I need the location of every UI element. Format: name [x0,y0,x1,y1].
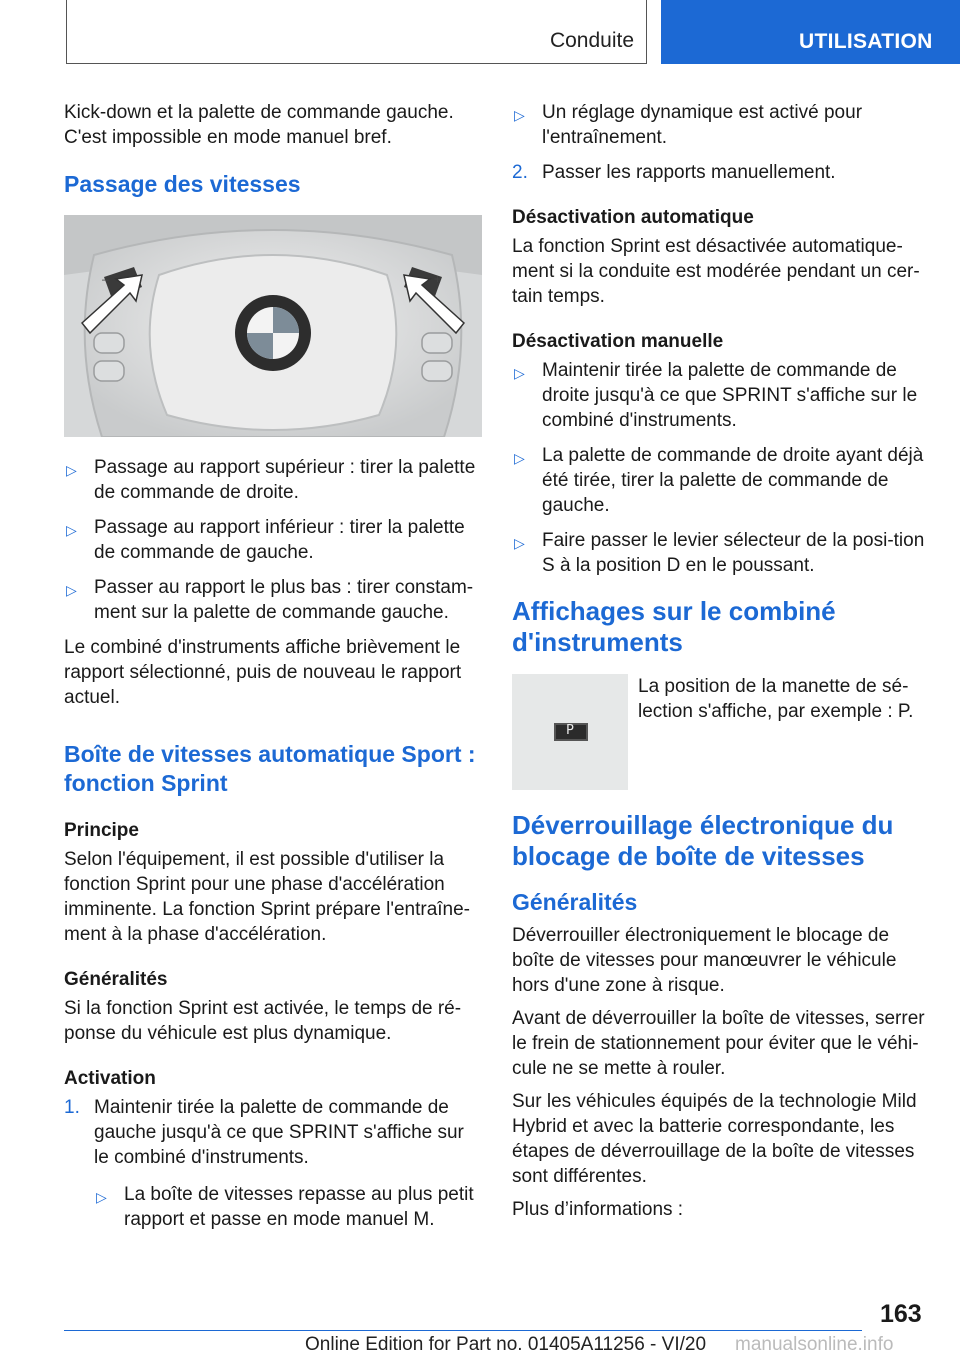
triangle-bullet-icon: ▷ [66,582,77,598]
heading-affichages: Affichages sur le combiné d'instruments [512,596,836,657]
passage-note: Le combiné d'instruments affiche brièvement le rapport sélectionné, puis de nouveau le rapport actuel. [64,637,462,708]
steering-wheel-illustration [64,215,482,437]
triangle-bullet-icon: ▷ [514,450,525,466]
header-section-title: Conduite [549,29,634,52]
desactivation-auto-paragraph: La fonction Sprint est désactivée automatique-ment si la conduite est modérée pendant un cer-tain temps. [512,236,920,307]
list-item: 2. Passer les rapports manuellement. [512,162,836,183]
step-number: 2. [512,162,528,183]
left-column [64,100,482,1242]
heading-sprint: Boîte de vitesses automatique Sport : fonction Sprint [64,741,476,796]
principe-paragraph: Selon l'équipement, il est possible d'utiliser la fonction Sprint pour une phase d'accélération imminente. La fonction Sprint prépare l'entraîne-ment à la phase d'accélération. [64,849,471,945]
heading-passage-vitesses: Passage des vitesses [64,171,301,197]
heading-desactivation-auto: Désactivation automatique [512,207,754,228]
list-item: ▷ La boîte de vitesses repasse au plus petit rapport et passe en mode manuel M. [96,1184,474,1230]
list-item: ▷ La palette de commande de droite ayant déjà été tirée, tirer la palette de commande de gauche. [514,445,924,516]
paddle-plus-label: + [434,272,442,286]
step-number: 1. [64,1097,80,1118]
heading-generalites: Généralités [64,969,168,990]
header-chapter-tab [661,0,960,64]
heading-desactivation-manuelle: Désactivation manuelle [512,331,724,352]
park-indicator-icon: P [554,723,588,741]
footer-edition: Online Edition for Part no. 01405A11256 - VI/20 [305,1334,707,1355]
passage-list [64,455,482,625]
triangle-bullet-icon: ▷ [514,107,525,123]
triangle-bullet-icon: ▷ [514,365,525,381]
deverrouillage-paragraph-1: Déverrouiller électroniquement le blocage de boîte de vitesses pour manœuvrer le véhicule hors d'une zone à risque. [512,925,897,996]
right-column [512,100,928,1234]
deverrouillage-paragraph-3: Sur les véhicules équipés de la technologie Mild Hybrid et avec la batterie correspondante, les étapes de déverrouillage de la boîte de vitesses sont différentes. [512,1091,917,1187]
triangle-bullet-icon: ▷ [66,462,77,478]
header-chapter-title: UTILISATION [799,30,933,53]
intro-paragraph: Kick-down et la palette de commande gauche. C'est impossible en mode manuel bref. [64,102,454,148]
triangle-bullet-icon: ▷ [66,522,77,538]
list-item: ▷ Faire passer le levier sélecteur de la posi-tion S à la position D en le poussant. [514,530,925,576]
affichages-text: La position de la manette de sé-lection s'affiche, par exemple : P. [638,676,914,722]
heading-deverrouillage-generalites: Généralités [512,889,638,915]
footer-divider [64,1330,862,1331]
list-item: 1. Maintenir tirée la palette de commande de gauche jusqu'à ce que SPRINT s'affiche sur le combiné d'instruments. ▷ La boîte de vitesses repasse au plus petit rapport et passe en mode manuel M. [64,1095,482,1232]
deverrouillage-paragraph-2: Avant de déverrouiller la boîte de vitesses, serrer le frein de stationnement pour éviter que le véhi-cule ne se mette à rouler. [512,1008,925,1079]
heading-principe: Principe [64,820,139,841]
paddle-minus-label: – [102,272,109,286]
list-item: ▷ Passage au rapport inférieur : tirer la palette de commande de gauche. [66,517,465,563]
activation-sub-list-cont [512,100,928,150]
activation-list-cont [512,160,928,185]
generalites-paragraph: Si la fonction Sprint est activée, le temps de ré-ponse du véhicule est plus dynamique. [64,998,462,1044]
desactivation-manuelle-list [512,358,928,578]
activation-sub-list [94,1182,482,1232]
heading-deverrouillage: Déverrouillage électronique du blocage de boîte de vitesses [512,810,894,871]
triangle-bullet-icon: ▷ [96,1189,107,1205]
watermark: manualsonline.info [735,1334,894,1355]
triangle-bullet-icon: ▷ [514,535,525,551]
list-item: ▷ Maintenir tirée la palette de commande de droite jusqu'à ce que SPRINT s'affiche sur le combiné d'instruments. [514,360,918,431]
gear-display-illustration [512,674,628,790]
deverrouillage-paragraph-4: Plus d’informations : [512,1199,684,1220]
list-item: ▷ Un réglage dynamique est activé pour l'entraînement. [514,102,863,148]
list-item: ▷ Passage au rapport supérieur : tirer la palette de commande de droite. [66,457,476,503]
activation-list [64,1095,482,1232]
list-item: ▷ Passer au rapport le plus bas : tirer constam-ment sur la palette de commande gauche. [66,577,474,623]
affichages-row [512,674,928,790]
header-section-box [66,0,647,64]
page-number: 163 [880,1300,922,1328]
heading-activation: Activation [64,1068,156,1089]
